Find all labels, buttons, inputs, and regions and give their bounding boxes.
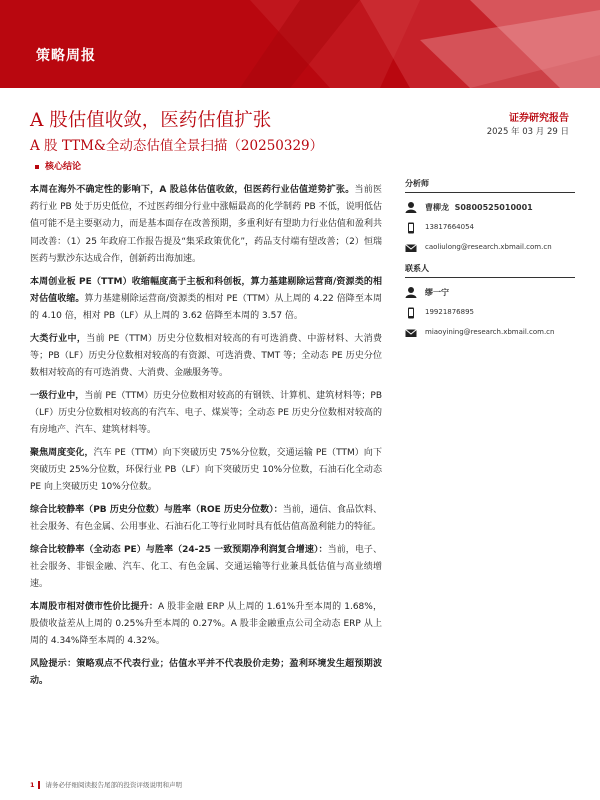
summary-paragraph: 聚焦周度变化，汽车 PE（TTM）向下突破历史 75%分位数，交通运输 PE（TTM）向下突破历史 25%分位数，环保行业 PB（LF）向下突破历史 10%分位数，石油石化全动态 PE 向上突破历史 10%分位数。 xyxy=(30,447,382,493)
summary-paragraph: 综合比较静率（全动态 PE）与胜率（24-25 一致预期净利润复合增速）：当前，电子、社会服务、非银金融、汽车、化工、有色金属、交通运输等行业兼具低估值与高业绩增速。 xyxy=(30,544,382,590)
contact-heading: 联系人 xyxy=(405,263,575,278)
summary-paragraph: 一级行业中，当前 PE（TTM）历史分位数相对较高的有钢铁、计算机、建筑材料等；PB（LF）历史分位数相对较高的有汽车、电子、煤炭等；全动态 PE 历史分位数相对较高的有房地产、汽车、建筑材料等。 xyxy=(30,390,382,436)
footer-divider xyxy=(38,781,40,789)
contact-email[interactable]: miaoyining@research.xbmail.com.cn xyxy=(425,328,555,336)
section-heading xyxy=(35,159,81,172)
contact-sidebar xyxy=(405,178,575,348)
analyst-heading: 分析师 xyxy=(405,178,575,193)
report-subtitle: A 股 TTM&全动态估值全景扫描（20250329） xyxy=(30,138,324,154)
summary-paragraph: 本周在海外不确定性的影响下，A 股总体估值收敛，但医药行业估值逆势扩张。当前医药行业 PB 处于历史低位，不过医药细分行业中涨幅最高的化学制药 PB 不低，说明低估值可能不是主要驱动力，而是基本面存在改善预期，多重利好有望助力行业估值和盈利共同改善：（1）25 年政府工作报告提及“集采政策优化”，药品支付端有望改善；（2）恒瑞医药与默沙东达成合作，创新药出海加速。 xyxy=(30,185,382,264)
contact-phone: 19921876895 xyxy=(425,308,474,316)
email-icon xyxy=(405,327,417,339)
summary-body xyxy=(30,182,382,696)
phone-icon xyxy=(405,222,417,234)
analyst-card xyxy=(405,201,575,263)
report-type-label: 策略周报 xyxy=(36,48,96,64)
contact-name: 缪一宁 xyxy=(425,288,449,297)
series-label: 证券研究报告 xyxy=(509,113,569,124)
page-footer xyxy=(30,780,182,789)
contact-card xyxy=(405,286,575,348)
email-icon xyxy=(405,242,417,254)
section-heading-text: 核心结论 xyxy=(45,162,82,172)
summary-paragraph: 本周创业板 PE（TTM）收缩幅度高于主板和科创板，算力基建剔除运营商/资源类的相对估值收缩。算力基建剔除运营商/资源类的相对 PE（TTM）从上周的 4.22 倍降至本周的 4.10 倍，相对 PB（LF）从上周的 3.62 倍降至本周的 3.57 倍。 xyxy=(30,276,382,321)
summary-paragraph: 本周股市相对债市性价比提升：A 股非金融 ERP 从上周的 1.61%升至本周的 1.68%，股债收益差从上周的 0.25%升至本周的 0.27%。A 股非金融重点公司全动态 ERP 从上周的 4.34%降至本周的 4.32%。 xyxy=(30,601,382,647)
phone-icon xyxy=(405,307,417,319)
header-banner xyxy=(0,0,600,88)
summary-paragraph: 大类行业中，当前 PE（TTM）历史分位数相对较高的有可选消费、中游材料、大消费等；PB（LF）历史分位数相对较高的有资源、可选消费、TMT 等；全动态 PE 历史分位数相对较高的有可选消费、大消费、金融服务等。 xyxy=(30,333,382,379)
analyst-name-line: 曹柳龙 S0800525010001 xyxy=(425,203,533,212)
report-title: A 股估值收敛，医药估值扩张 xyxy=(30,110,272,131)
analyst-phone: 13817664054 xyxy=(425,223,474,231)
person-icon xyxy=(405,201,417,213)
report-date: 2025 年 03 月 29 日 xyxy=(486,127,569,137)
summary-paragraph: 综合比较静率（PB 历史分位数）与胜率（ROE 历史分位数）：当前，通信、食品饮料、社会服务、有色金属、公用事业、石油石化工等行业同时具有低估值高盈利能力的特征。 xyxy=(30,504,382,533)
bullet-icon xyxy=(35,165,39,169)
footer-disclaimer: 请务必仔细阅读报告尾部的投资评级说明和声明 xyxy=(45,781,183,789)
analyst-email[interactable]: caoliulong@research.xbmail.com.cn xyxy=(425,243,552,251)
page-number: 1 xyxy=(30,781,35,789)
risk-warning: 风险提示：策略观点不代表行业；估值水平并不代表股价走势；盈利环境发生超预期波动。 xyxy=(30,659,382,687)
person-icon xyxy=(405,286,417,298)
banner-decoration xyxy=(0,0,600,88)
